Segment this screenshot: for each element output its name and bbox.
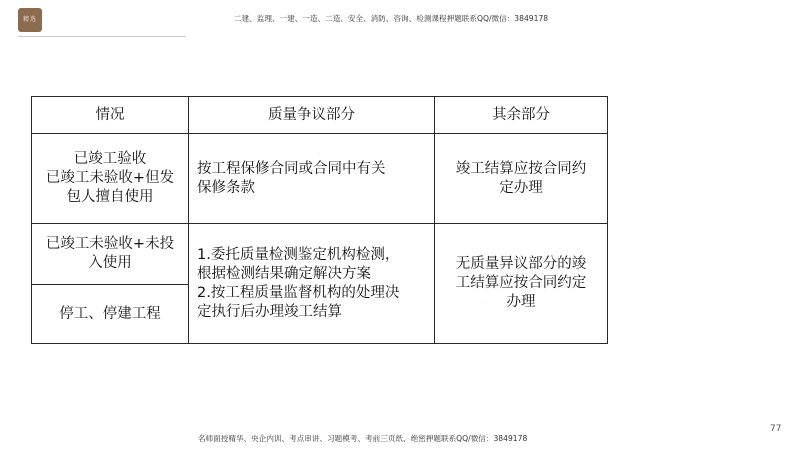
header-cell-situation: 情况 (32, 97, 189, 134)
dispute-table (31, 96, 608, 344)
situation-cell: 已竣工未验收+未投 入使用 (32, 224, 189, 285)
situation-cell: 停工、停建工程 (32, 285, 189, 344)
brand-logo: 精选 (18, 8, 42, 32)
header-courses-text: 二建、监理、一建、一造、二造、安全、消防、咨询、检测课程押题联系QQ/微信：3849178 (234, 14, 549, 23)
quality-cell: 1.委托质量检测鉴定机构检测， 根据检测结果确定解决方案 2.按工程质量监督机构的处理决 定执行后办理竣工结算 (189, 224, 435, 344)
situation-cell: 已竣工验收 已竣工未验收+但发 包人擅自使用 (32, 134, 189, 224)
table-row (32, 134, 608, 224)
watermark: · (315, 151, 323, 156)
watermark: · (479, 301, 487, 306)
table-header-row (32, 97, 608, 134)
footer-text: 名师面授精华、央企内训、考点串讲、习题模考、考前三页纸、绝密押题联系QQ/微信：3849178 (198, 434, 528, 443)
header-cell-other: 其余部分 (435, 97, 608, 134)
table-row (32, 224, 608, 285)
quality-cell: 按工程保修合同或合同中有关 保修条款 (189, 134, 435, 224)
header-cell-quality: 质量争议部分 (189, 97, 435, 134)
header-divider (18, 36, 186, 37)
page-number: 77 (770, 424, 782, 434)
other-cell: 无质量异议部分的竣 工结算应按合同约定 办理 (435, 224, 608, 344)
other-cell: 竣工结算应按合同约 定办理 (435, 134, 608, 224)
